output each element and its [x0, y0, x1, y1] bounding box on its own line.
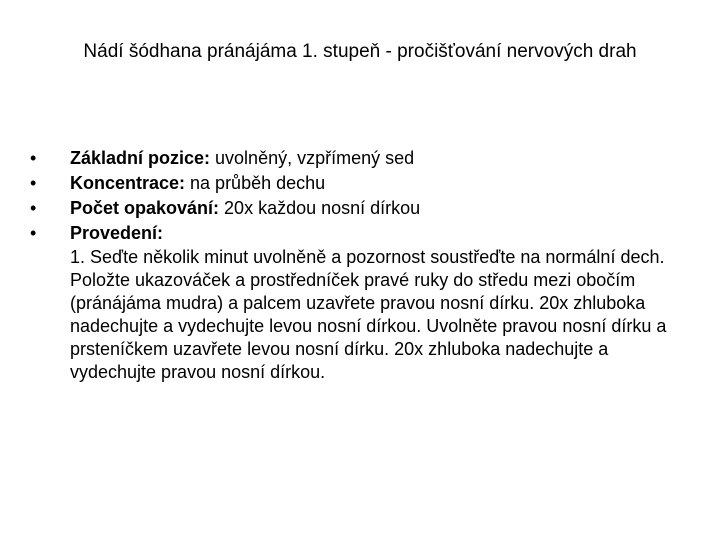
bullet-item-koncentrace: [30, 171, 690, 196]
bullet-label: Základní pozice:: [70, 148, 211, 168]
procedure-text: 1. Seďte několik minut uvolněně a pozornost soustřeďte na normální dech. Položte ukazováček a prostředníček pravé ruky do středu mezi obočím (pránájáma mudra) a palcem uzavřete pravou nosní dírku. 20x zhluboka nadechujte a vydechujte levou nosní dírkou. Uvolněte pravou nosní dírku a prsteníčkem uzavřete levou nosní dírku. 20x zhluboka nadechujte a vydechujte pravou nosní dírkou.: [70, 247, 667, 382]
bullet-icon: •: [30, 173, 37, 193]
bullet-icon: •: [30, 148, 37, 168]
slide-content: [30, 146, 690, 384]
bullet-icon: •: [30, 223, 37, 243]
bullet-text: uvolněný, vzpřímený sed: [210, 148, 415, 168]
bullet-item-pocet-opakovani: [30, 196, 690, 221]
bullet-item-zakladni-pozice: [30, 146, 690, 171]
bullet-list: [30, 146, 690, 246]
bullet-label: Koncentrace:: [70, 173, 186, 193]
bullet-icon: •: [30, 198, 37, 218]
bullet-label: Provedení:: [70, 223, 164, 243]
bullet-item-provedeni: [30, 221, 690, 246]
bullet-text: na průběh dechu: [185, 173, 326, 193]
slide-title: Nádí šódhana pránájáma 1. stupeň - pročišťování nervových drah: [83, 41, 637, 62]
bullet-text: 20x každou nosní dírkou: [219, 198, 421, 218]
bullet-label: Počet opakování:: [70, 198, 220, 218]
